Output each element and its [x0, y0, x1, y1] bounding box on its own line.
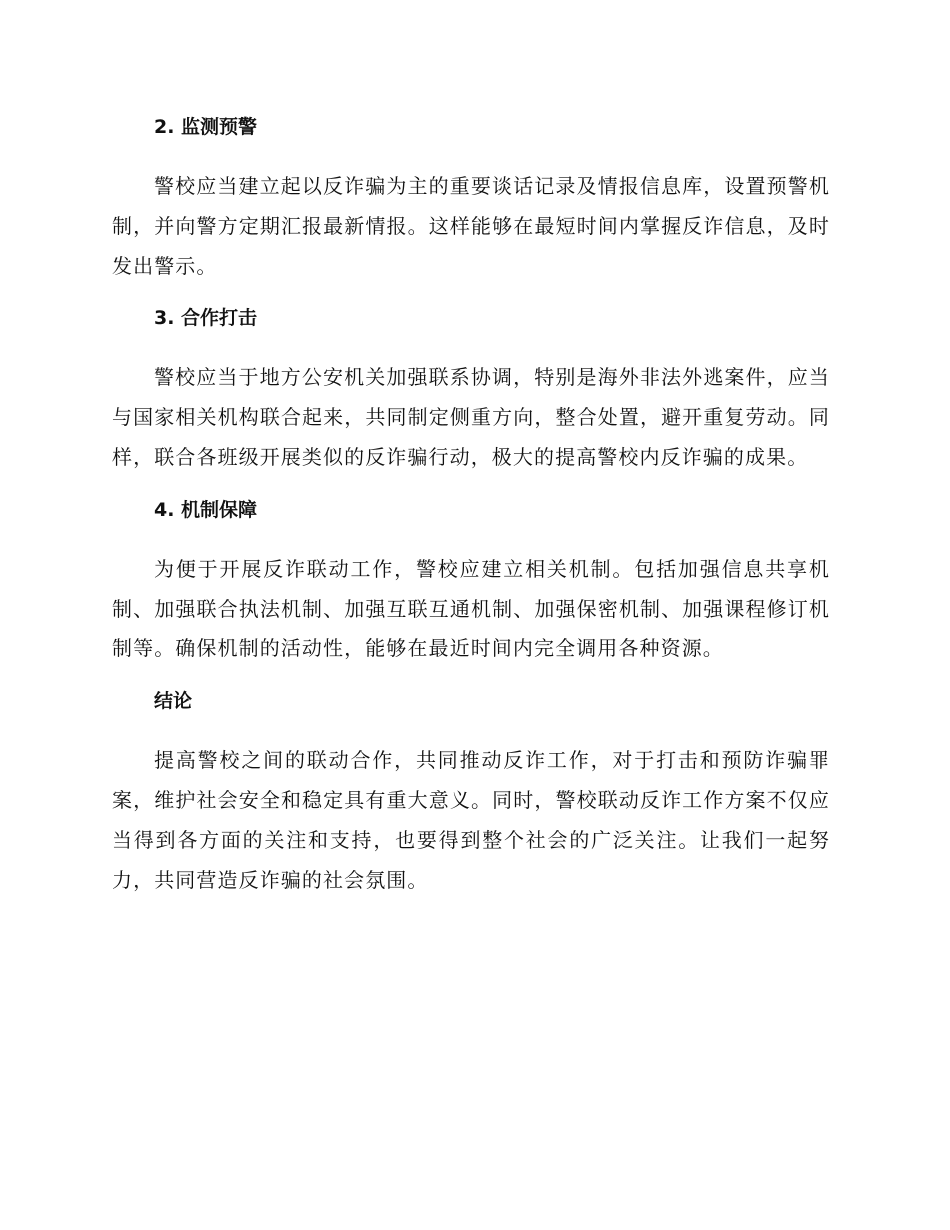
section-heading-monitoring-warning: 2. 监测预警 [154, 116, 258, 138]
section-paragraph-mechanism-guarantee: 为便于开展反诈联动工作，警校应建立相关机制。包括加强信息共享机制、加强联合执法机制、加强互联互通机制、加强保密机制、加强课程修订机制等。确保机制的活动性，能够在最近时间内完全调用各种资源。 [112, 556, 830, 661]
section-paragraph-monitoring-warning: 警校应当建立起以反诈骗为主的重要谈话记录及情报信息库，设置预警机制，并向警方定期汇报最新情报。这样能够在最短时间内掌握反诈信息，及时发出警示。 [112, 174, 830, 278]
section-heading-cooperative-strike: 3. 合作打击 [154, 307, 258, 330]
section-heading-conclusion: 结论 [154, 690, 193, 713]
section-paragraph-conclusion: 提高警校之间的联动合作，共同推动反诈工作，对于打击和预防诈骗罪案，维护社会安全和稳定具有重大意义。同时，警校联动反诈工作方案不仅应当得到各方面的关注和支持，也要得到整个社会的广泛关注。让我们一起努力，共同营造反诈骗的社会氛围。 [112, 748, 830, 892]
section-heading-mechanism-guarantee: 4. 机制保障 [154, 498, 258, 521]
section-paragraph-cooperative-strike: 警校应当于地方公安机关加强联系协调，特别是海外非法外逃案件，应当与国家相关机构联合起来，共同制定侧重方向，整合处置，避开重复劳动。同样，联合各班级开展类似的反诈骗行动，极大的提高警校内反诈骗的成果。 [112, 365, 830, 469]
document-body [112, 113, 830, 918]
